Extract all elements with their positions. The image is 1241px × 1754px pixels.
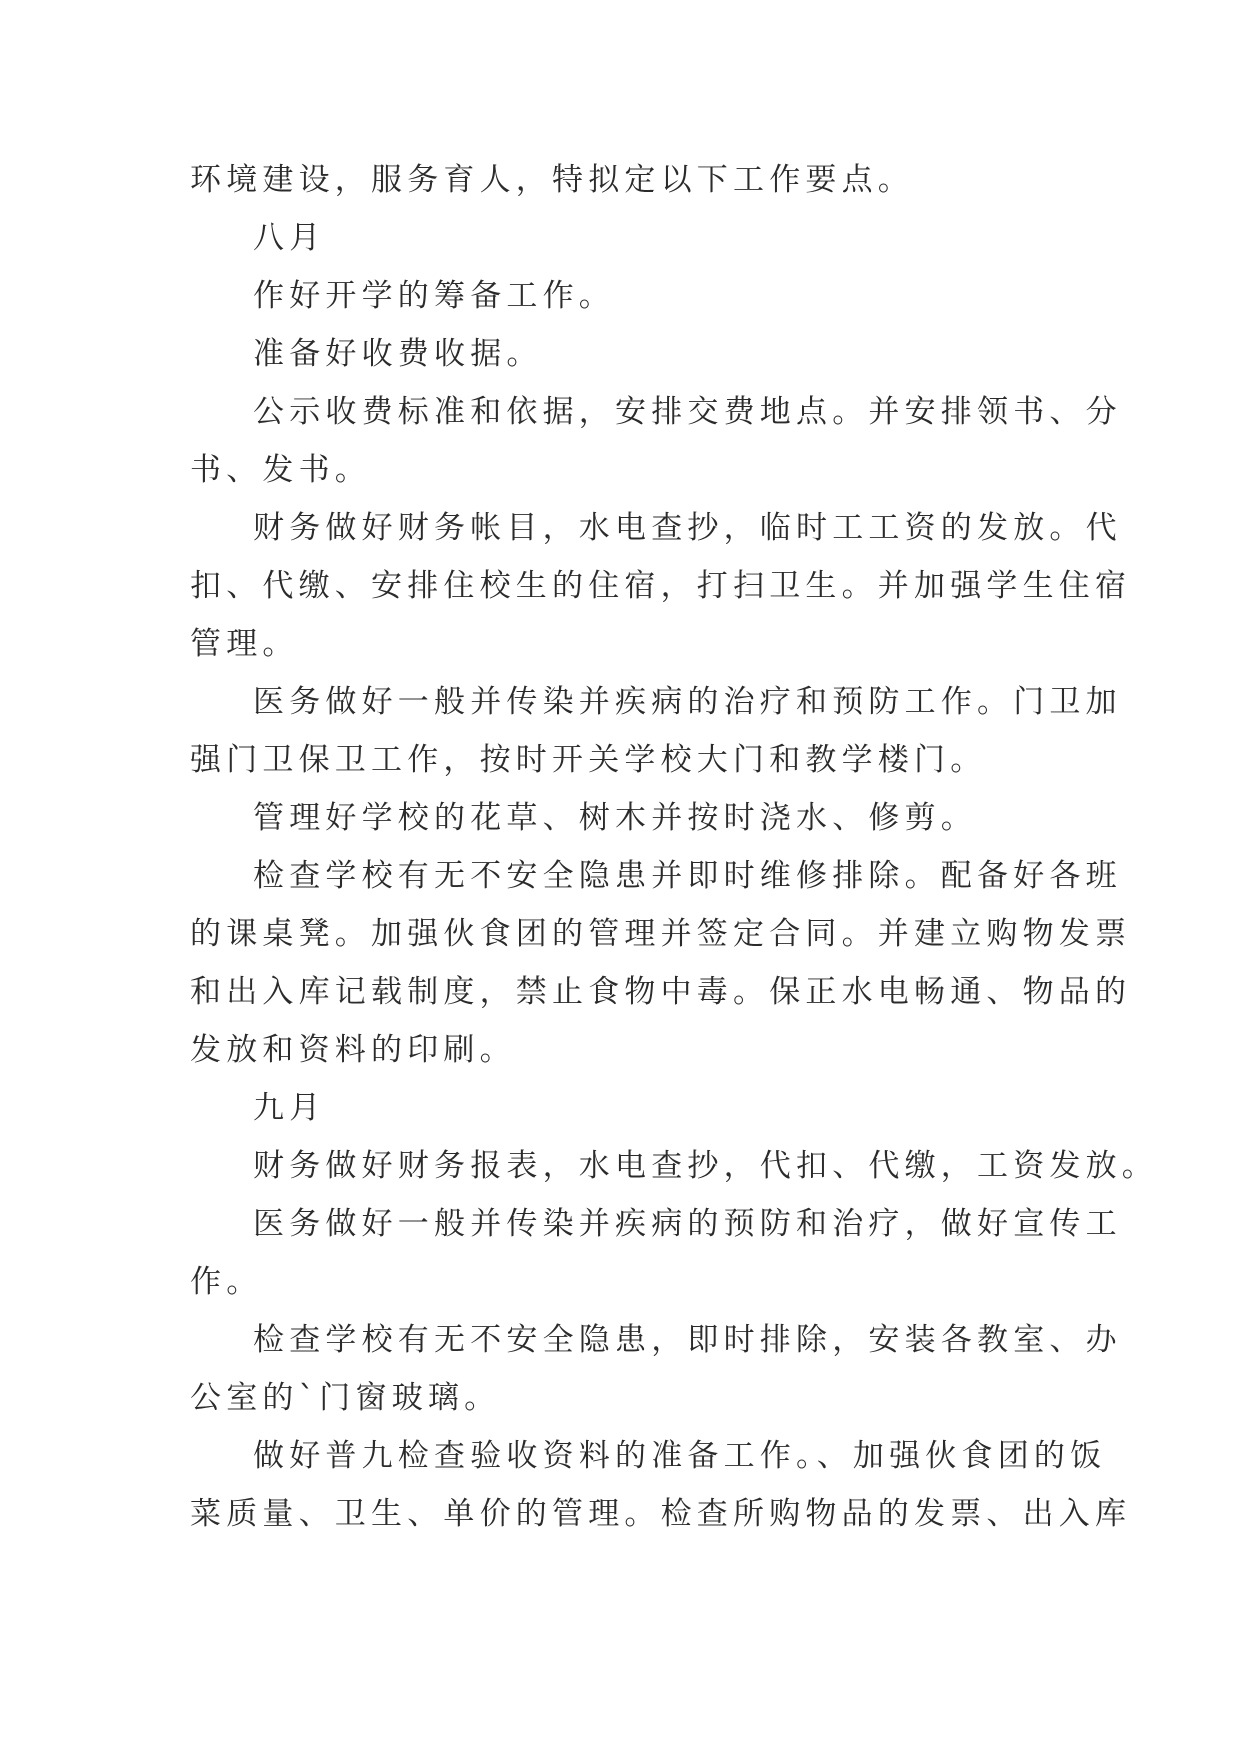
- paragraph-line: 医务做好一般并传染并疾病的预防和治疗，做好宣传工: [253, 1206, 1122, 1242]
- section-heading-august: 八月: [253, 220, 326, 256]
- paragraph-line: 管理好学校的花草、树木并按时浇水、修剪。: [253, 800, 977, 836]
- paragraph-line: 作。: [190, 1264, 263, 1300]
- paragraph-line: 做好普九检查验收资料的准备工作。、加强伙食团的饭: [253, 1438, 1107, 1474]
- paragraph-line: 准备好收费收据。: [253, 336, 543, 372]
- paragraph-line: 菜质量、卫生、单价的管理。检查所购物品的发票、出入库: [190, 1496, 1132, 1532]
- paragraph-line: 强门卫保卫工作，按时开关学校大门和教学楼门。: [190, 742, 987, 778]
- paragraph-line: 发放和资料的印刷。: [190, 1032, 516, 1068]
- paragraph-line: 财务做好财务报表，水电查抄，代扣、代缴，工资发放。: [253, 1148, 1158, 1184]
- paragraph-line: 检查学校有无不安全隐患并即时维修排除。配备好各班: [253, 858, 1122, 894]
- section-heading-september: 九月: [253, 1090, 326, 1126]
- paragraph-line: 财务做好财务帐目，水电查抄，临时工工资的发放。代: [253, 510, 1122, 546]
- paragraph-line: 和出入库记载制度，禁止食物中毒。保正水电畅通、物品的: [190, 974, 1132, 1010]
- text-line: 环境建设，服务育人，特拟定以下工作要点。: [190, 162, 914, 198]
- paragraph-line: 管理。: [190, 626, 299, 662]
- paragraph-line: 公示收费标准和依据，安排交费地点。并安排领书、分: [253, 394, 1122, 430]
- paragraph-line: 的课桌凳。加强伙食团的管理并签定合同。并建立购物发票: [190, 916, 1132, 952]
- paragraph-line: 扣、代缴、安排住校生的住宿，打扫卫生。并加强学生住宿: [190, 568, 1132, 604]
- paragraph-line: 检查学校有无不安全隐患，即时排除，安装各教室、办: [253, 1322, 1122, 1358]
- paragraph-line: 书、发书。: [190, 452, 371, 488]
- paragraph-line: 医务做好一般并传染并疾病的治疗和预防工作。门卫加: [253, 684, 1122, 720]
- paragraph-line: 公室的`门窗玻璃。: [190, 1380, 501, 1416]
- paragraph-line: 作好开学的筹备工作。: [253, 278, 615, 314]
